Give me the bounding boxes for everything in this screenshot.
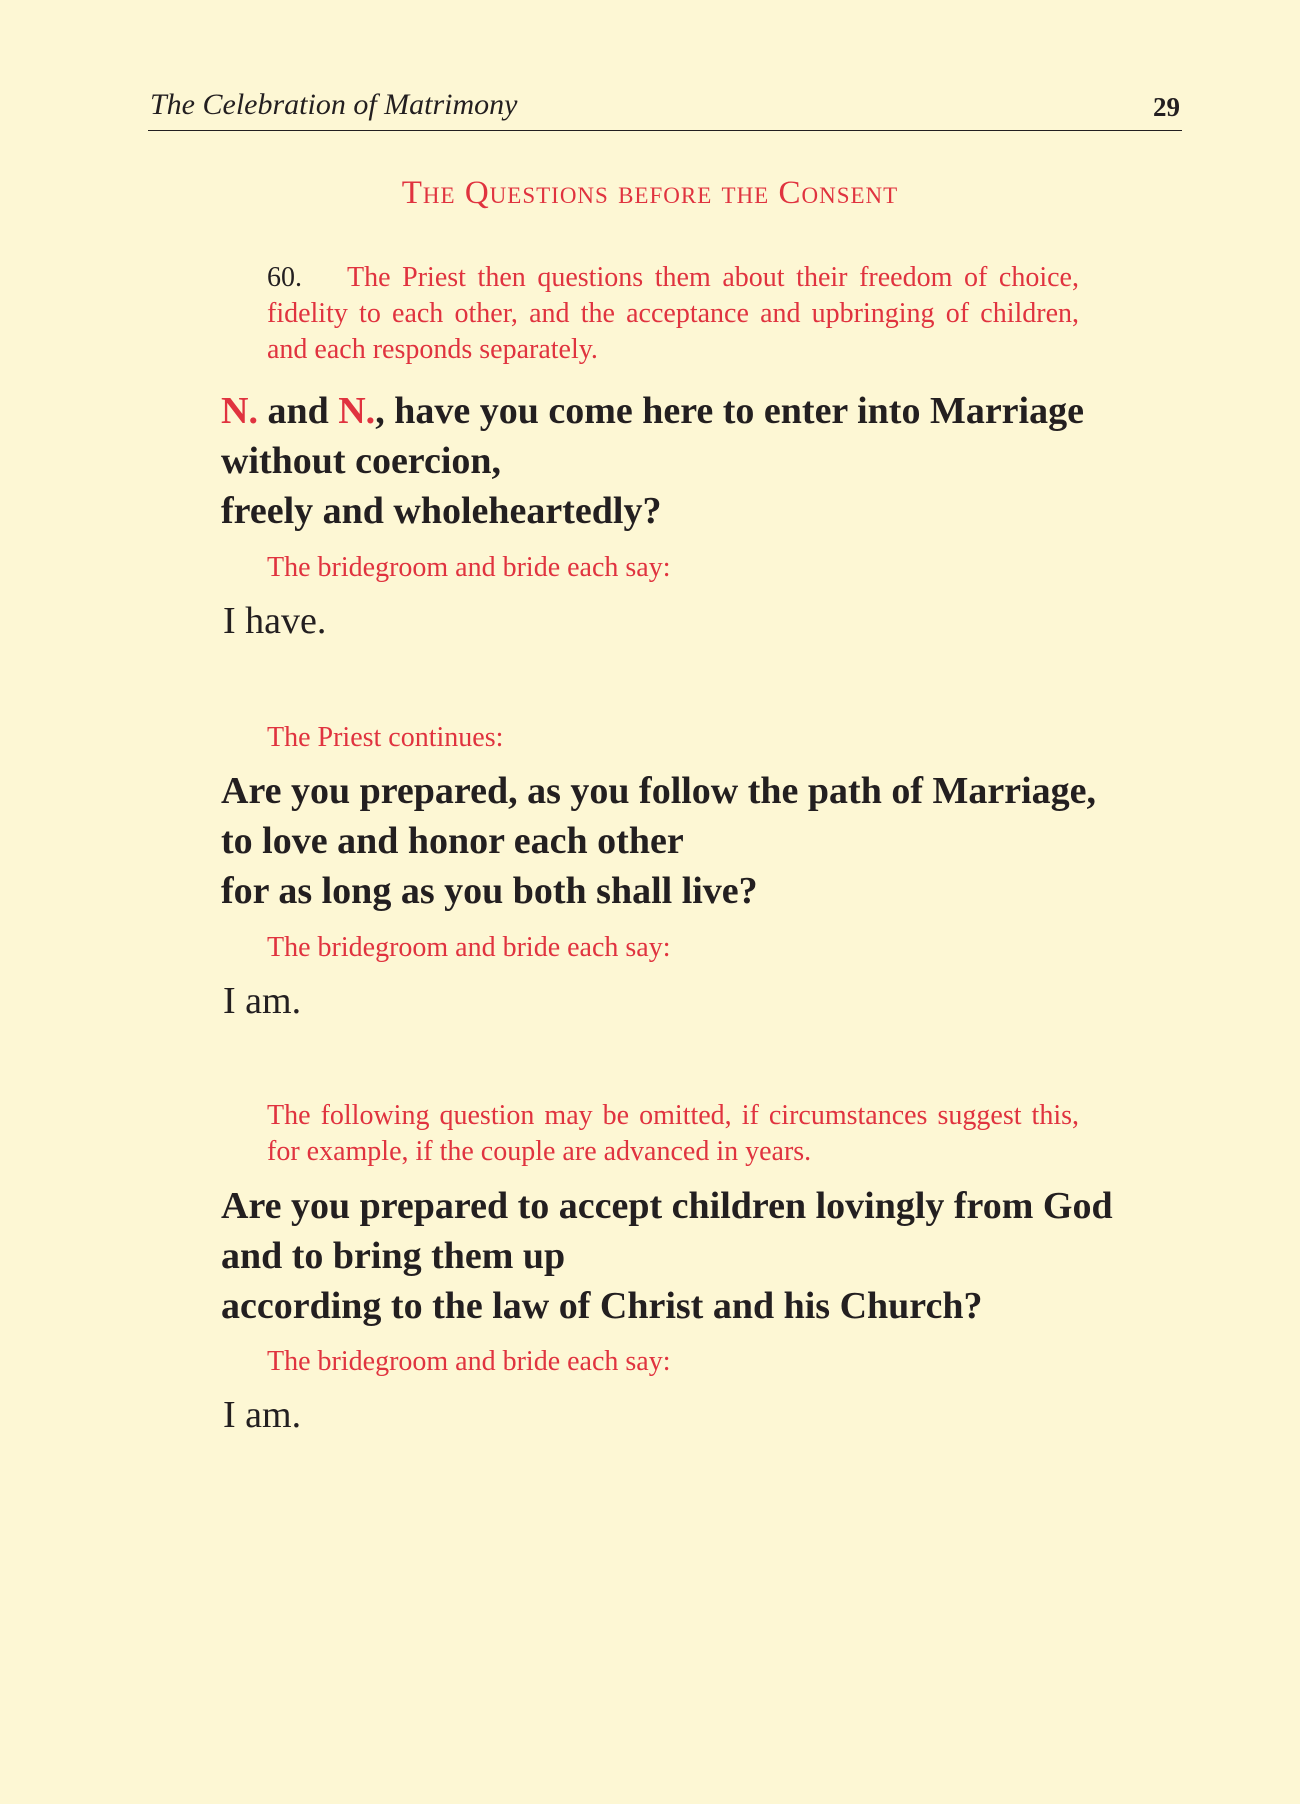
page-number: 29 bbox=[1153, 92, 1180, 122]
section-heading: The Questions before the Consent bbox=[401, 175, 899, 211]
running-head bbox=[148, 86, 1182, 131]
question-2 bbox=[221, 766, 1096, 916]
intro-rubric bbox=[267, 260, 1079, 368]
optional-question-rubric: The following question may be omitted, if circumstances suggest this, for example, if the couple are advanced in years. bbox=[267, 1100, 1079, 1167]
response-rubric-2: The bridegroom and bride each say: bbox=[267, 932, 671, 963]
question-1 bbox=[221, 386, 1084, 536]
question-3-line-2: and to bring them up bbox=[221, 1235, 566, 1277]
name-placeholder-a: N. bbox=[221, 390, 258, 432]
paragraph-number: 60. bbox=[267, 262, 302, 293]
priest-continues-rubric: The Priest continues: bbox=[267, 722, 504, 753]
and-text: and bbox=[257, 390, 339, 432]
response-2: I am. bbox=[223, 980, 302, 1022]
question-1-line-3: freely and wholeheartedly? bbox=[221, 490, 662, 532]
question-1-line-2: without coercion, bbox=[221, 440, 502, 482]
response-3: I am. bbox=[223, 1394, 302, 1436]
question-2-line-2: to love and honor each other bbox=[221, 820, 684, 862]
response-rubric-3: The bridegroom and bride each say: bbox=[267, 1346, 671, 1377]
intro-text: The Priest then questions them about their freedom of choice, fidelity to each other, and the acceptance and upbringing of children, and each responds separately. bbox=[267, 262, 1079, 365]
response-1: I have. bbox=[223, 600, 327, 642]
question-2-line-1: Are you prepared, as you follow the path of Marriage, bbox=[221, 770, 1097, 812]
question-3-line-1: Are you prepared to accept children lovingly from God bbox=[221, 1185, 1113, 1227]
question-2-line-3: for as long as you both shall live? bbox=[221, 870, 758, 912]
question-1-line-1 bbox=[221, 386, 1084, 436]
name-placeholder-b: N. bbox=[338, 390, 376, 432]
question-1-line-1-rest: , have you come here to enter into Marriage bbox=[375, 390, 1084, 432]
response-rubric-1: The bridegroom and bride each say: bbox=[267, 552, 671, 583]
running-title: The Celebration of Matrimony bbox=[150, 88, 518, 121]
question-3 bbox=[221, 1181, 1113, 1331]
question-3-line-3: according to the law of Christ and his Church? bbox=[221, 1285, 983, 1327]
